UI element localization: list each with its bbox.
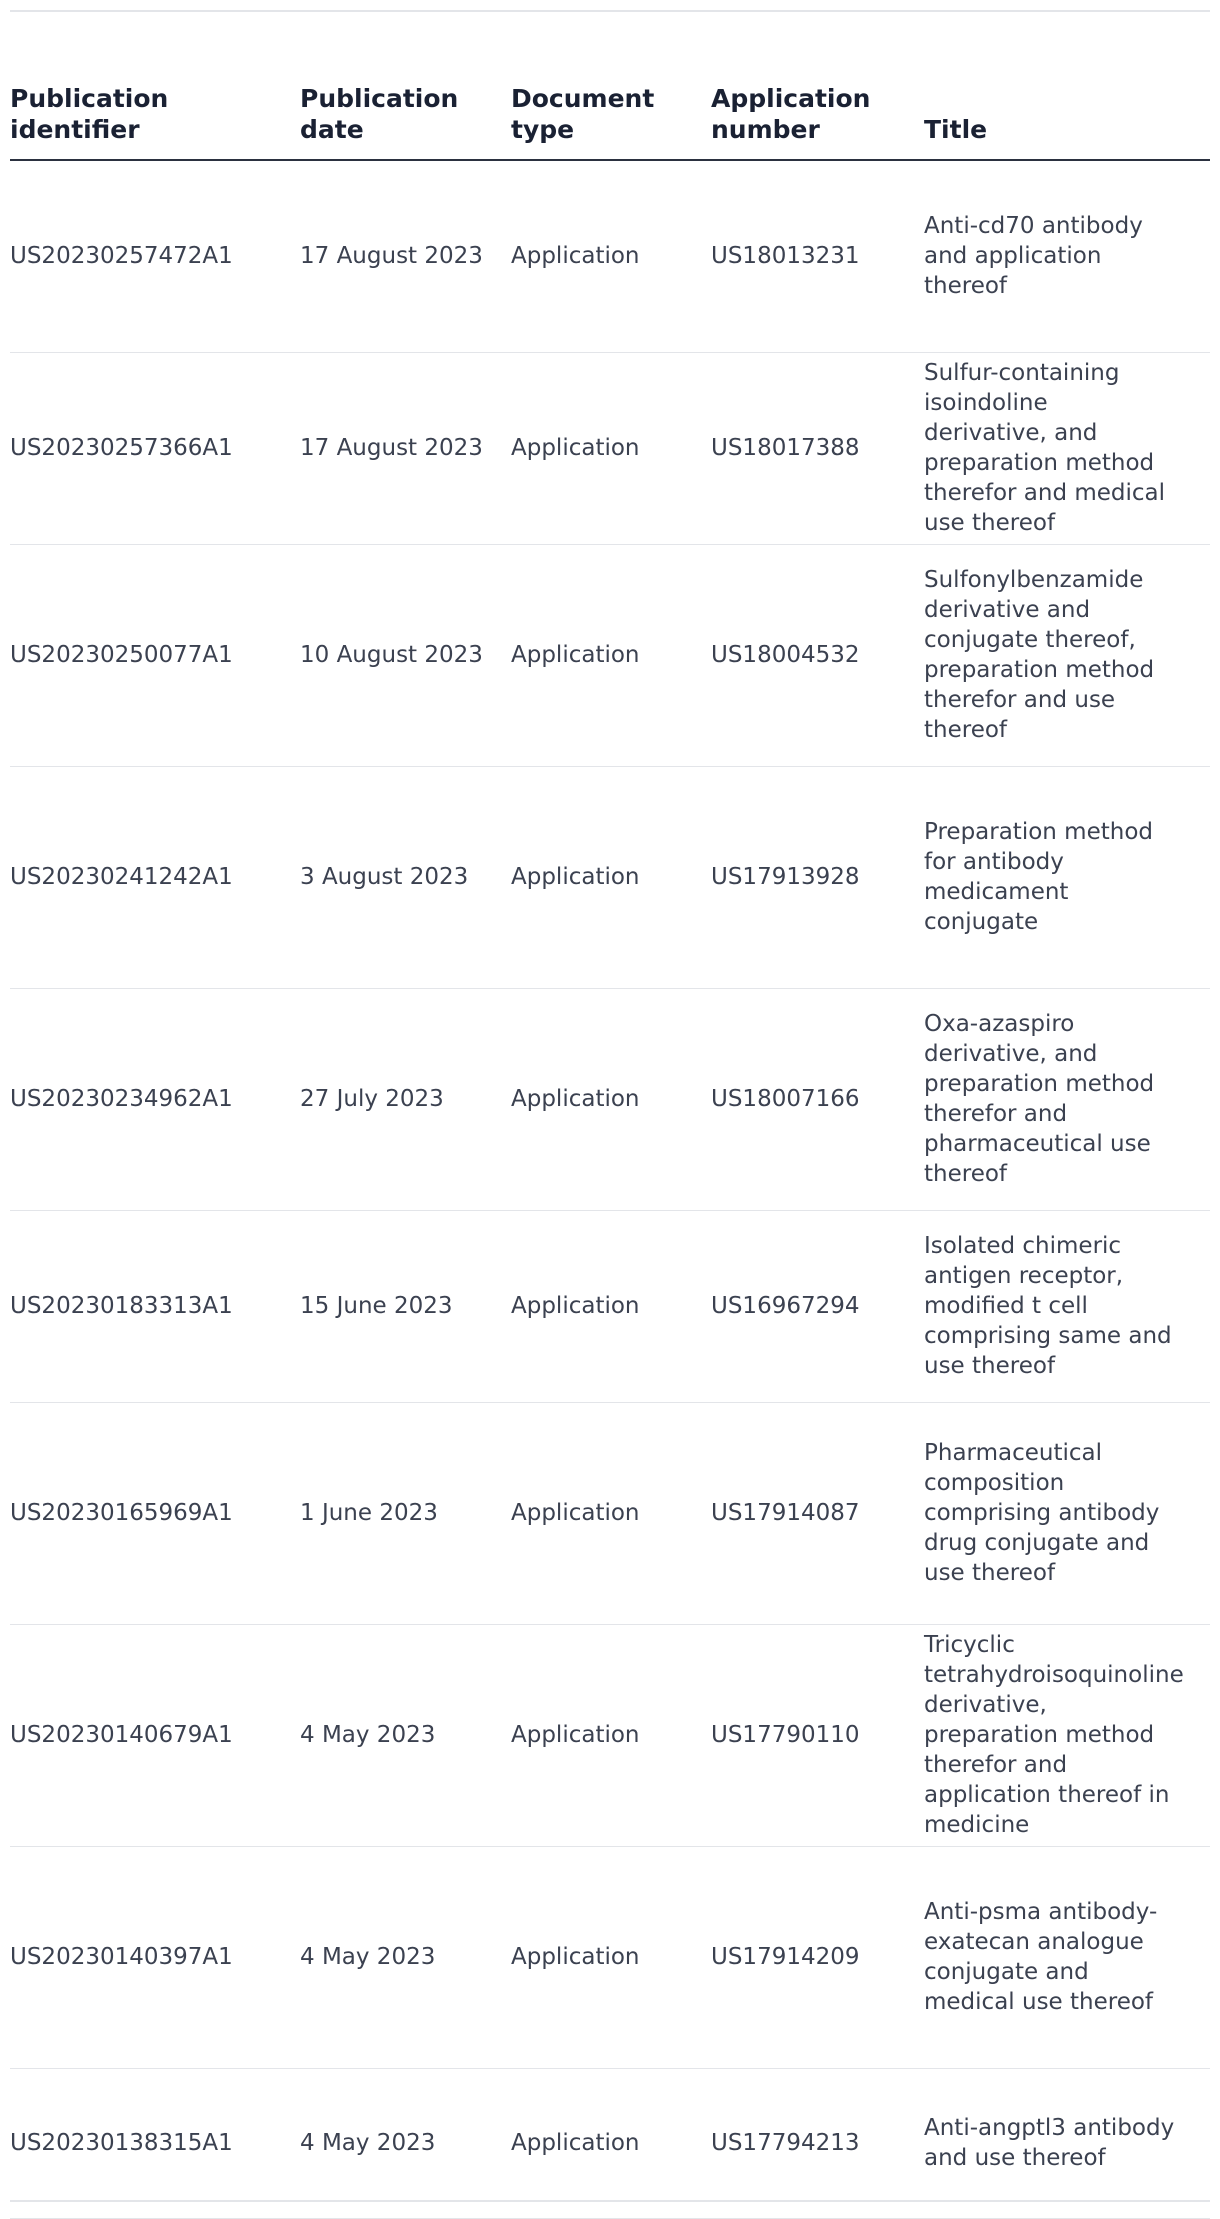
publication-title: Sulfonylbenzamide derivative and conjugate thereof, preparation method therefor and use thereof <box>924 544 1210 766</box>
document-type: Application <box>511 1210 711 1402</box>
document-type: Application <box>511 1402 711 1624</box>
document-type: Application <box>511 766 711 988</box>
publication-identifier: US20230138315A1 <box>10 2068 300 2218</box>
publication-date: 4 May 2023 <box>300 1846 511 2068</box>
publication-identifier: US20230140397A1 <box>10 1846 300 2068</box>
application-number: US18004532 <box>711 544 924 766</box>
publication-title: Preparation method for antibody medicament conjugate <box>924 766 1210 988</box>
application-number: US18017388 <box>711 352 924 544</box>
publication-identifier: US20230234962A1 <box>10 988 300 1210</box>
document-type: Application <box>511 160 711 352</box>
document-type: Application <box>511 2068 711 2218</box>
document-type: Application <box>511 352 711 544</box>
application-number: US17913928 <box>711 766 924 988</box>
publication-identifier: US20230241242A1 <box>10 766 300 988</box>
table-row <box>10 1210 1210 1402</box>
document-type: Application <box>511 988 711 1210</box>
publication-date: 17 August 2023 <box>300 160 511 352</box>
publication-title: Pharmaceutical composition comprising antibody drug conjugate and use thereof <box>924 1402 1210 1624</box>
publication-date: 3 August 2023 <box>300 766 511 988</box>
document-type: Application <box>511 544 711 766</box>
header-publication-identifier: Publication identifier <box>10 12 300 160</box>
publication-title: Isolated chimeric antigen receptor, modified t cell comprising same and use thereof <box>924 1210 1210 1402</box>
publication-title: Anti-cd70 antibody and application thereof <box>924 160 1210 352</box>
publication-identifier: US20230250077A1 <box>10 544 300 766</box>
header-document-type: Document type <box>511 12 711 160</box>
publication-identifier: US20230165969A1 <box>10 1402 300 1624</box>
publication-date: 4 May 2023 <box>300 2068 511 2218</box>
publication-date: 15 June 2023 <box>300 1210 511 1402</box>
application-number: US17790110 <box>711 1624 924 1846</box>
application-number: US17914209 <box>711 1846 924 2068</box>
table-row <box>10 1402 1210 1624</box>
publication-title: Tricyclic tetrahydroisoquinoline derivative, preparation method therefor and application thereof in medicine <box>924 1624 1210 1846</box>
header-application-number: Application number <box>711 12 924 160</box>
publication-identifier: US20230257472A1 <box>10 160 300 352</box>
publication-date: 27 July 2023 <box>300 988 511 1210</box>
header-title: Title <box>924 12 1210 160</box>
table-row <box>10 544 1210 766</box>
publication-title: Anti-psma antibody-exatecan analogue conjugate and medical use thereof <box>924 1846 1210 2068</box>
application-number: US16967294 <box>711 1210 924 1402</box>
publication-date: 1 June 2023 <box>300 1402 511 1624</box>
application-number: US17914087 <box>711 1402 924 1624</box>
document-type: Application <box>511 1846 711 2068</box>
table-row <box>10 352 1210 544</box>
table-header-row <box>10 12 1210 160</box>
document-type: Application <box>511 1624 711 1846</box>
publications-table <box>10 12 1210 2219</box>
publication-identifier: US20230257366A1 <box>10 352 300 544</box>
publication-identifier: US20230140679A1 <box>10 1624 300 1846</box>
publication-date: 4 May 2023 <box>300 1624 511 1846</box>
table-row <box>10 766 1210 988</box>
publication-date: 17 August 2023 <box>300 352 511 544</box>
application-number: US18013231 <box>711 160 924 352</box>
table-row <box>10 2068 1210 2218</box>
table-row <box>10 160 1210 352</box>
bottom-divider <box>10 2200 1210 2202</box>
publication-title: Sulfur-containing isoindoline derivative, and preparation method therefor and medical use thereof <box>924 352 1210 544</box>
publication-title: Oxa-azaspiro derivative, and preparation method therefor and pharmaceutical use thereof <box>924 988 1210 1210</box>
application-number: US18007166 <box>711 988 924 1210</box>
table-row <box>10 1624 1210 1846</box>
application-number: US17794213 <box>711 2068 924 2218</box>
publication-identifier: US20230183313A1 <box>10 1210 300 1402</box>
table-row <box>10 1846 1210 2068</box>
publication-date: 10 August 2023 <box>300 544 511 766</box>
publication-title: Anti-angptl3 antibody and use thereof <box>924 2068 1210 2218</box>
table-row <box>10 988 1210 1210</box>
header-publication-date: Publication date <box>300 12 511 160</box>
